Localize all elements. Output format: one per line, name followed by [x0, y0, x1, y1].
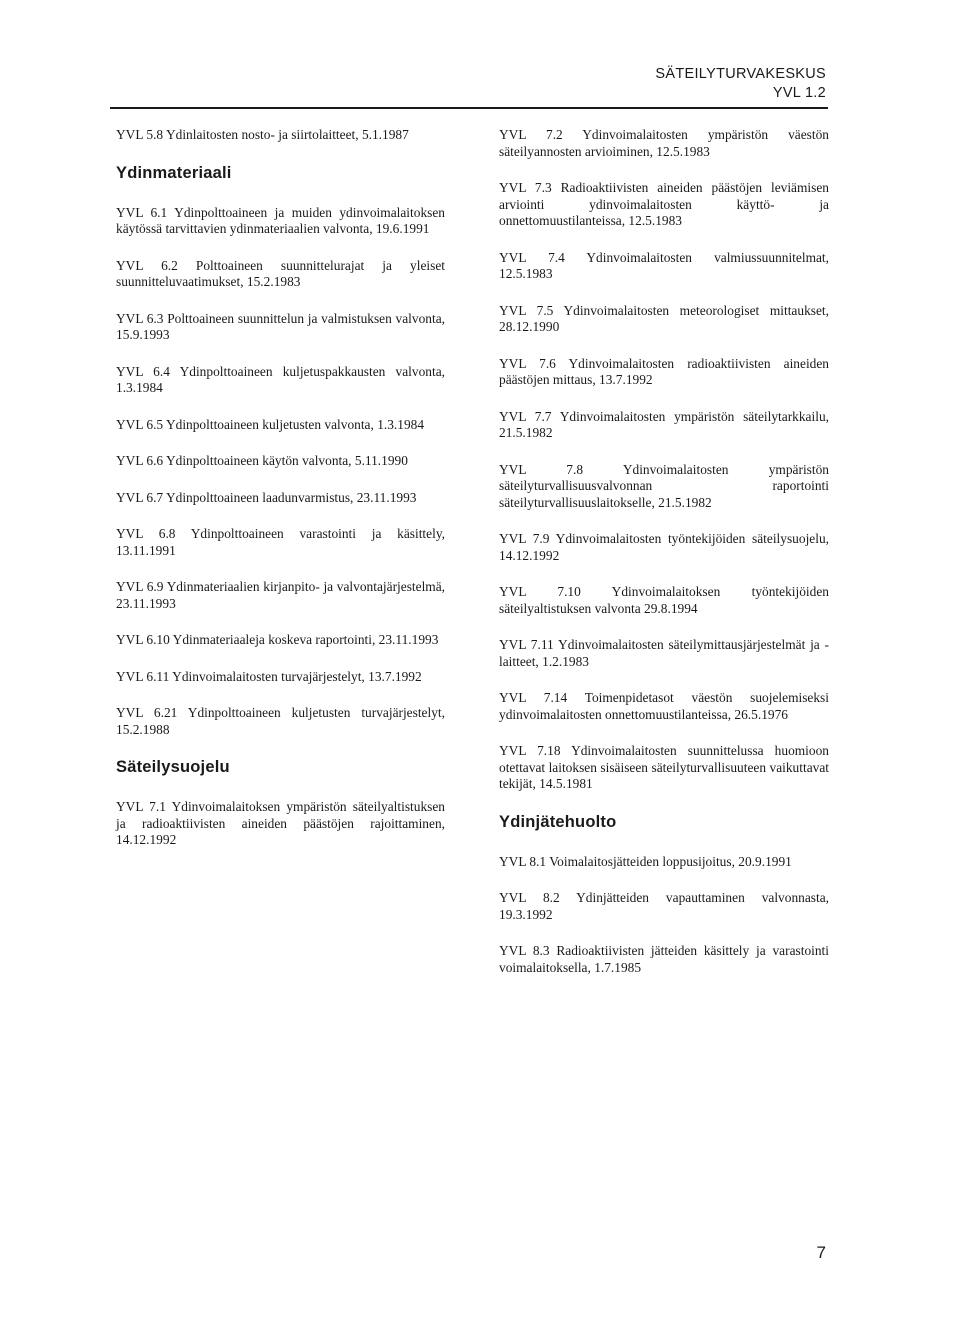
header-document-code: YVL 1.2 — [772, 85, 826, 101]
guide-entry: YVL 7.6 Ydinvoimalaitosten radioaktiivisten aineiden päästöjen mittaus, 13.7.1992 — [499, 355, 829, 387]
guide-entry: YVL 6.3 Polttoaineen suunnittelun ja valmistuksen valvonta, 15.9.1993 — [116, 310, 445, 342]
guide-entry: YVL 7.2 Ydinvoimalaitosten ympäristön väestön säteilyannosten arvioiminen, 12.5.1983 — [499, 127, 829, 159]
guide-entry: YVL 5.8 Ydinlaitosten nosto- ja siirtolaitteet, 5.1.1987 — [116, 127, 409, 142]
section-heading: Säteilysuojelu — [116, 758, 230, 776]
guide-entry: YVL 7.18 Ydinvoimalaitosten suunnittelussa huomioon otettavat laitoksen sisäiseen säteilyturvallisuuteen vaikuttavat tekijät, 14.5.1981 — [499, 743, 829, 791]
header-organization: SÄTEILYTURVAKESKUS — [655, 66, 826, 82]
guide-entry: YVL 7.10 Ydinvoimalaitoksen työntekijöiden säteilyaltistuksen valvonta 29.8.1994 — [499, 584, 829, 616]
left-column — [116, 127, 445, 869]
guide-entry: YVL 6.8 Ydinpolttoaineen varastointi ja käsittely, 13.11.1991 — [116, 526, 445, 558]
guide-entry: YVL 8.2 Ydinjätteiden vapauttaminen valvonnasta, 19.3.1992 — [499, 890, 829, 922]
guide-entry: YVL 6.9 Ydinmateriaalien kirjanpito- ja valvontajärjestelmä, 23.11.1993 — [116, 579, 445, 611]
header-rule — [110, 107, 828, 109]
guide-entry: YVL 6.11 Ydinvoimalaitosten turvajärjestelyt, 13.7.1992 — [116, 668, 422, 684]
guide-entry: YVL 8.3 Radioaktiivisten jätteiden käsittely ja varastointi voimalaitoksella, 1.7.1985 — [499, 943, 829, 975]
guide-entry: YVL 7.3 Radioaktiivisten aineiden päästöjen leviämisen arviointi ydinvoimalaitosten käyttö- ja onnettomuustilanteissa, 12.5.1983 — [499, 180, 829, 228]
guide-entry: YVL 7.14 Toimenpidetasot väestön suojelemiseksi ydinvoimalaitosten onnettomuustilanteissa, 26.5.1976 — [499, 690, 829, 722]
guide-entry: YVL 7.8 Ydinvoimalaitosten ympäristön säteilyturvallisuusvalvonnan raportointi säteilyturvallisuuslaitokselle, 21.5.1982 — [499, 461, 829, 510]
guide-entry: YVL 6.4 Ydinpolttoaineen kuljetuspakkausten valvonta, 1.3.1984 — [116, 363, 445, 395]
guide-entry: YVL 7.7 Ydinvoimalaitosten ympäristön säteilytarkkailu, 21.5.1982 — [499, 408, 829, 440]
page-number: 7 — [816, 1243, 826, 1262]
guide-entry: YVL 7.9 Ydinvoimalaitosten työntekijöiden säteilysuojelu, 14.12.1992 — [499, 531, 829, 563]
guide-entry: YVL 6.21 Ydinpolttoaineen kuljetusten turvajärjestelyt, 15.2.1988 — [116, 705, 445, 737]
section-heading: Ydinjätehuolto — [499, 812, 617, 831]
guide-entry: YVL 8.1 Voimalaitosjätteiden loppusijoitus, 20.9.1991 — [499, 853, 792, 869]
section-heading: Ydinmateriaali — [116, 163, 232, 182]
guide-entry: YVL 6.5 Ydinpolttoaineen kuljetusten valvonta, 1.3.1984 — [116, 416, 425, 432]
guide-entry: YVL 6.7 Ydinpolttoaineen laadunvarmistus, 23.11.1993 — [116, 489, 417, 505]
guide-entry: YVL 7.1 Ydinvoimalaitoksen ympäristön säteilyaltistuksen ja radioaktiivisten aineiden päästöjen rajoittaminen, 14.12.1992 — [116, 799, 445, 847]
guide-entry: YVL 6.2 Polttoaineen suunnittelurajat ja yleiset suunnitteluvaatimukset, 15.2.1983 — [116, 257, 445, 289]
guide-entry: YVL 6.1 Ydinpolttoaineen ja muiden ydinvoimalaitoksen käytössä tarvittavien ydinmateriaalien valvonta, 19.6.1991 — [116, 204, 445, 236]
guide-entry: YVL 7.4 Ydinvoimalaitosten valmiussuunnitelmat, 12.5.1983 — [499, 249, 829, 281]
guide-entry: YVL 7.11 Ydinvoimalaitosten säteilymittausjärjestelmät ja -laitteet, 1.2.1983 — [499, 637, 829, 669]
guide-entry: YVL 6.10 Ydinmateriaaleja koskeva raportointi, 23.11.1993 — [116, 632, 439, 647]
guide-entry: YVL 6.6 Ydinpolttoaineen käytön valvonta, 5.11.1990 — [116, 453, 408, 468]
right-column — [499, 127, 829, 996]
guide-entry: YVL 7.5 Ydinvoimalaitosten meteorologiset mittaukset, 28.12.1990 — [499, 302, 829, 334]
